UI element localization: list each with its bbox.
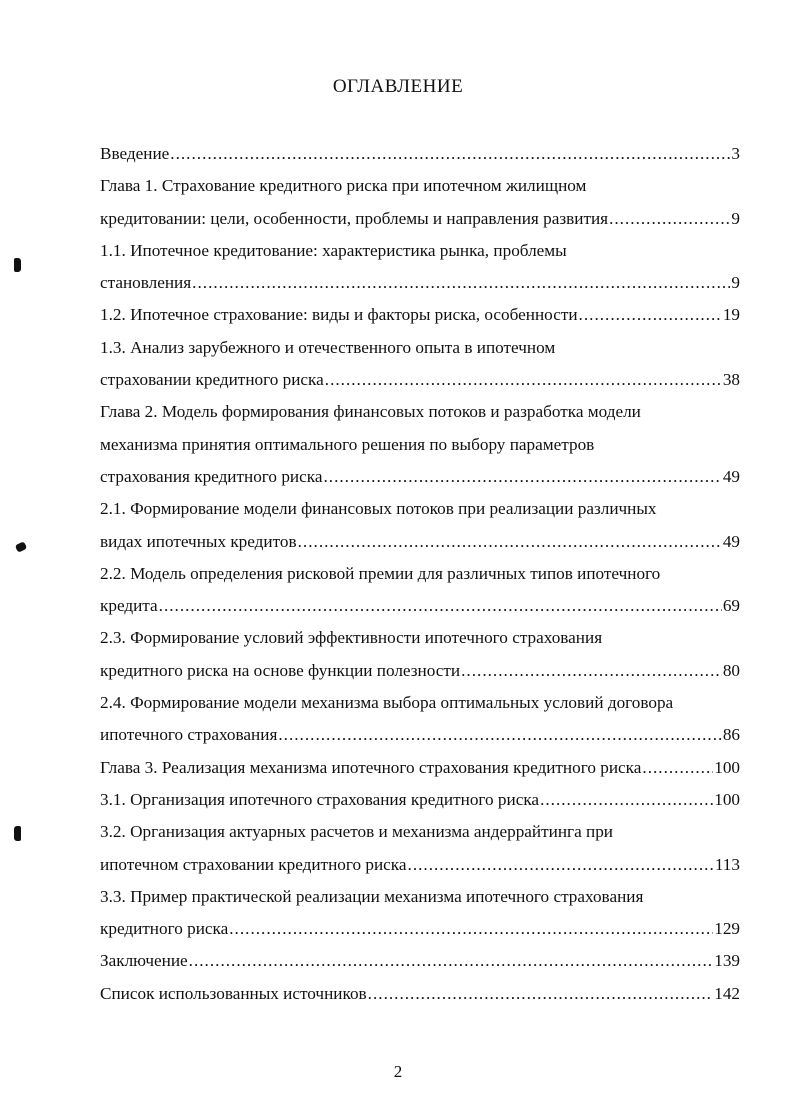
toc-entry-text: механизма принятия оптимального решения по выбору параметров — [100, 434, 595, 454]
toc-entry-page: 49 — [722, 531, 740, 551]
toc-entry — [100, 299, 740, 331]
toc-entry-text: 1.1. Ипотечное кредитование: характеристика рынка, проблемы — [100, 240, 567, 260]
toc-entry — [100, 429, 740, 461]
toc-entry-text: Глава 2. Модель формирования финансовых потоков и разработка модели — [100, 402, 641, 422]
toc-entry — [100, 267, 740, 299]
toc-entry-text: Глава 1. Страхование кредитного риска при ипотечном жилищном — [100, 176, 587, 196]
toc-entry — [100, 687, 740, 719]
toc-entry — [100, 849, 740, 881]
toc-entry — [100, 558, 740, 590]
toc-entry-text: кредитного риска — [100, 919, 229, 939]
toc-entry — [100, 622, 740, 654]
toc-entry-text: Заключение — [100, 951, 188, 971]
toc-entry-page: 139 — [714, 951, 740, 971]
toc-entry — [100, 235, 740, 267]
toc-entry — [100, 816, 740, 848]
toc-entry-page: 142 — [714, 983, 740, 1003]
toc-entry — [100, 590, 740, 622]
toc-entry-text: страхования кредитного риска — [100, 466, 323, 486]
toc-entry-page: 9 — [731, 273, 740, 293]
toc-entry-text: 1.2. Ипотечное страхование: виды и факторы риска, особенности — [100, 305, 578, 325]
table-of-contents — [100, 138, 740, 1010]
toc-entry — [100, 784, 740, 816]
toc-entry-page: 113 — [714, 854, 740, 874]
toc-entry-text: видах ипотечных кредитов — [100, 531, 297, 551]
toc-entry-page: 129 — [714, 919, 740, 939]
toc-entry-text: 2.2. Модель определения рисковой премии для различных типов ипотечного — [100, 563, 661, 583]
toc-entry — [100, 752, 740, 784]
toc-entry — [100, 332, 740, 364]
toc-entry-text: 3.2. Организация актуарных расчетов и механизма андеррайтинга при — [100, 822, 613, 842]
toc-entry-text: 2.4. Формирование модели механизма выбора оптимальных условий договора — [100, 693, 674, 713]
toc-entry-text: 1.3. Анализ зарубежного и отечественного опыта в ипотечном — [100, 337, 556, 357]
toc-entry — [100, 881, 740, 913]
toc-entry-text: кредитовании: цели, особенности, проблемы и направления развития — [100, 208, 609, 228]
toc-entry — [100, 913, 740, 945]
toc-entry — [100, 203, 740, 235]
toc-entry-text: 2.1. Формирование модели финансовых потоков при реализации различных — [100, 499, 657, 519]
page-title: ОГЛАВЛЕНИЕ — [332, 76, 464, 97]
toc-entry-page: 49 — [722, 466, 740, 486]
toc-entry — [100, 493, 740, 525]
toc-entry-page: 3 — [731, 144, 740, 163]
toc-entry-text: страховании кредитного риска — [100, 370, 324, 390]
toc-entry-text: 3.1. Организация ипотечного страхования кредитного риска — [100, 789, 540, 809]
toc-entry — [100, 138, 740, 170]
toc-entry — [100, 364, 740, 396]
toc-entry — [100, 945, 740, 977]
toc-entry-page: 80 — [722, 660, 740, 680]
toc-entry — [100, 978, 740, 1010]
toc-entry-text: 3.3. Пример практической реализации механизма ипотечного страхования — [100, 886, 644, 906]
toc-entry — [100, 170, 740, 202]
toc-entry — [100, 719, 740, 751]
toc-entry-text: становления — [100, 273, 192, 293]
toc-entry-page: 86 — [722, 725, 740, 745]
toc-entry-text: кредита — [100, 596, 158, 616]
toc-entry-text: ипотечного страхования — [100, 725, 278, 745]
toc-entry-page: 9 — [731, 208, 740, 228]
scan-artifact — [14, 826, 21, 841]
toc-entry-text: Введение — [100, 144, 170, 163]
toc-entry-page: 69 — [722, 596, 740, 616]
toc-entry-page: 100 — [714, 789, 740, 809]
toc-entry-page: 19 — [722, 305, 740, 325]
page-number: 2 — [393, 1062, 403, 1081]
scan-artifact — [14, 258, 21, 272]
toc-entry-text: ипотечном страховании кредитного риска — [100, 854, 407, 874]
toc-entry — [100, 396, 740, 428]
toc-entry — [100, 461, 740, 493]
toc-entry-text: Список использованных источников — [100, 983, 367, 1003]
toc-entry-text: 2.3. Формирование условий эффективности ипотечного страхования — [100, 628, 603, 648]
toc-entry-page: 38 — [722, 370, 740, 390]
toc-entry — [100, 526, 740, 558]
toc-entry-text: Глава 3. Реализация механизма ипотечного страхования кредитного риска — [100, 757, 642, 777]
toc-entry-page: 100 — [714, 757, 740, 777]
toc-entry-text: кредитного риска на основе функции полезности — [100, 660, 461, 680]
toc-entry — [100, 655, 740, 687]
scan-artifact — [15, 541, 27, 552]
